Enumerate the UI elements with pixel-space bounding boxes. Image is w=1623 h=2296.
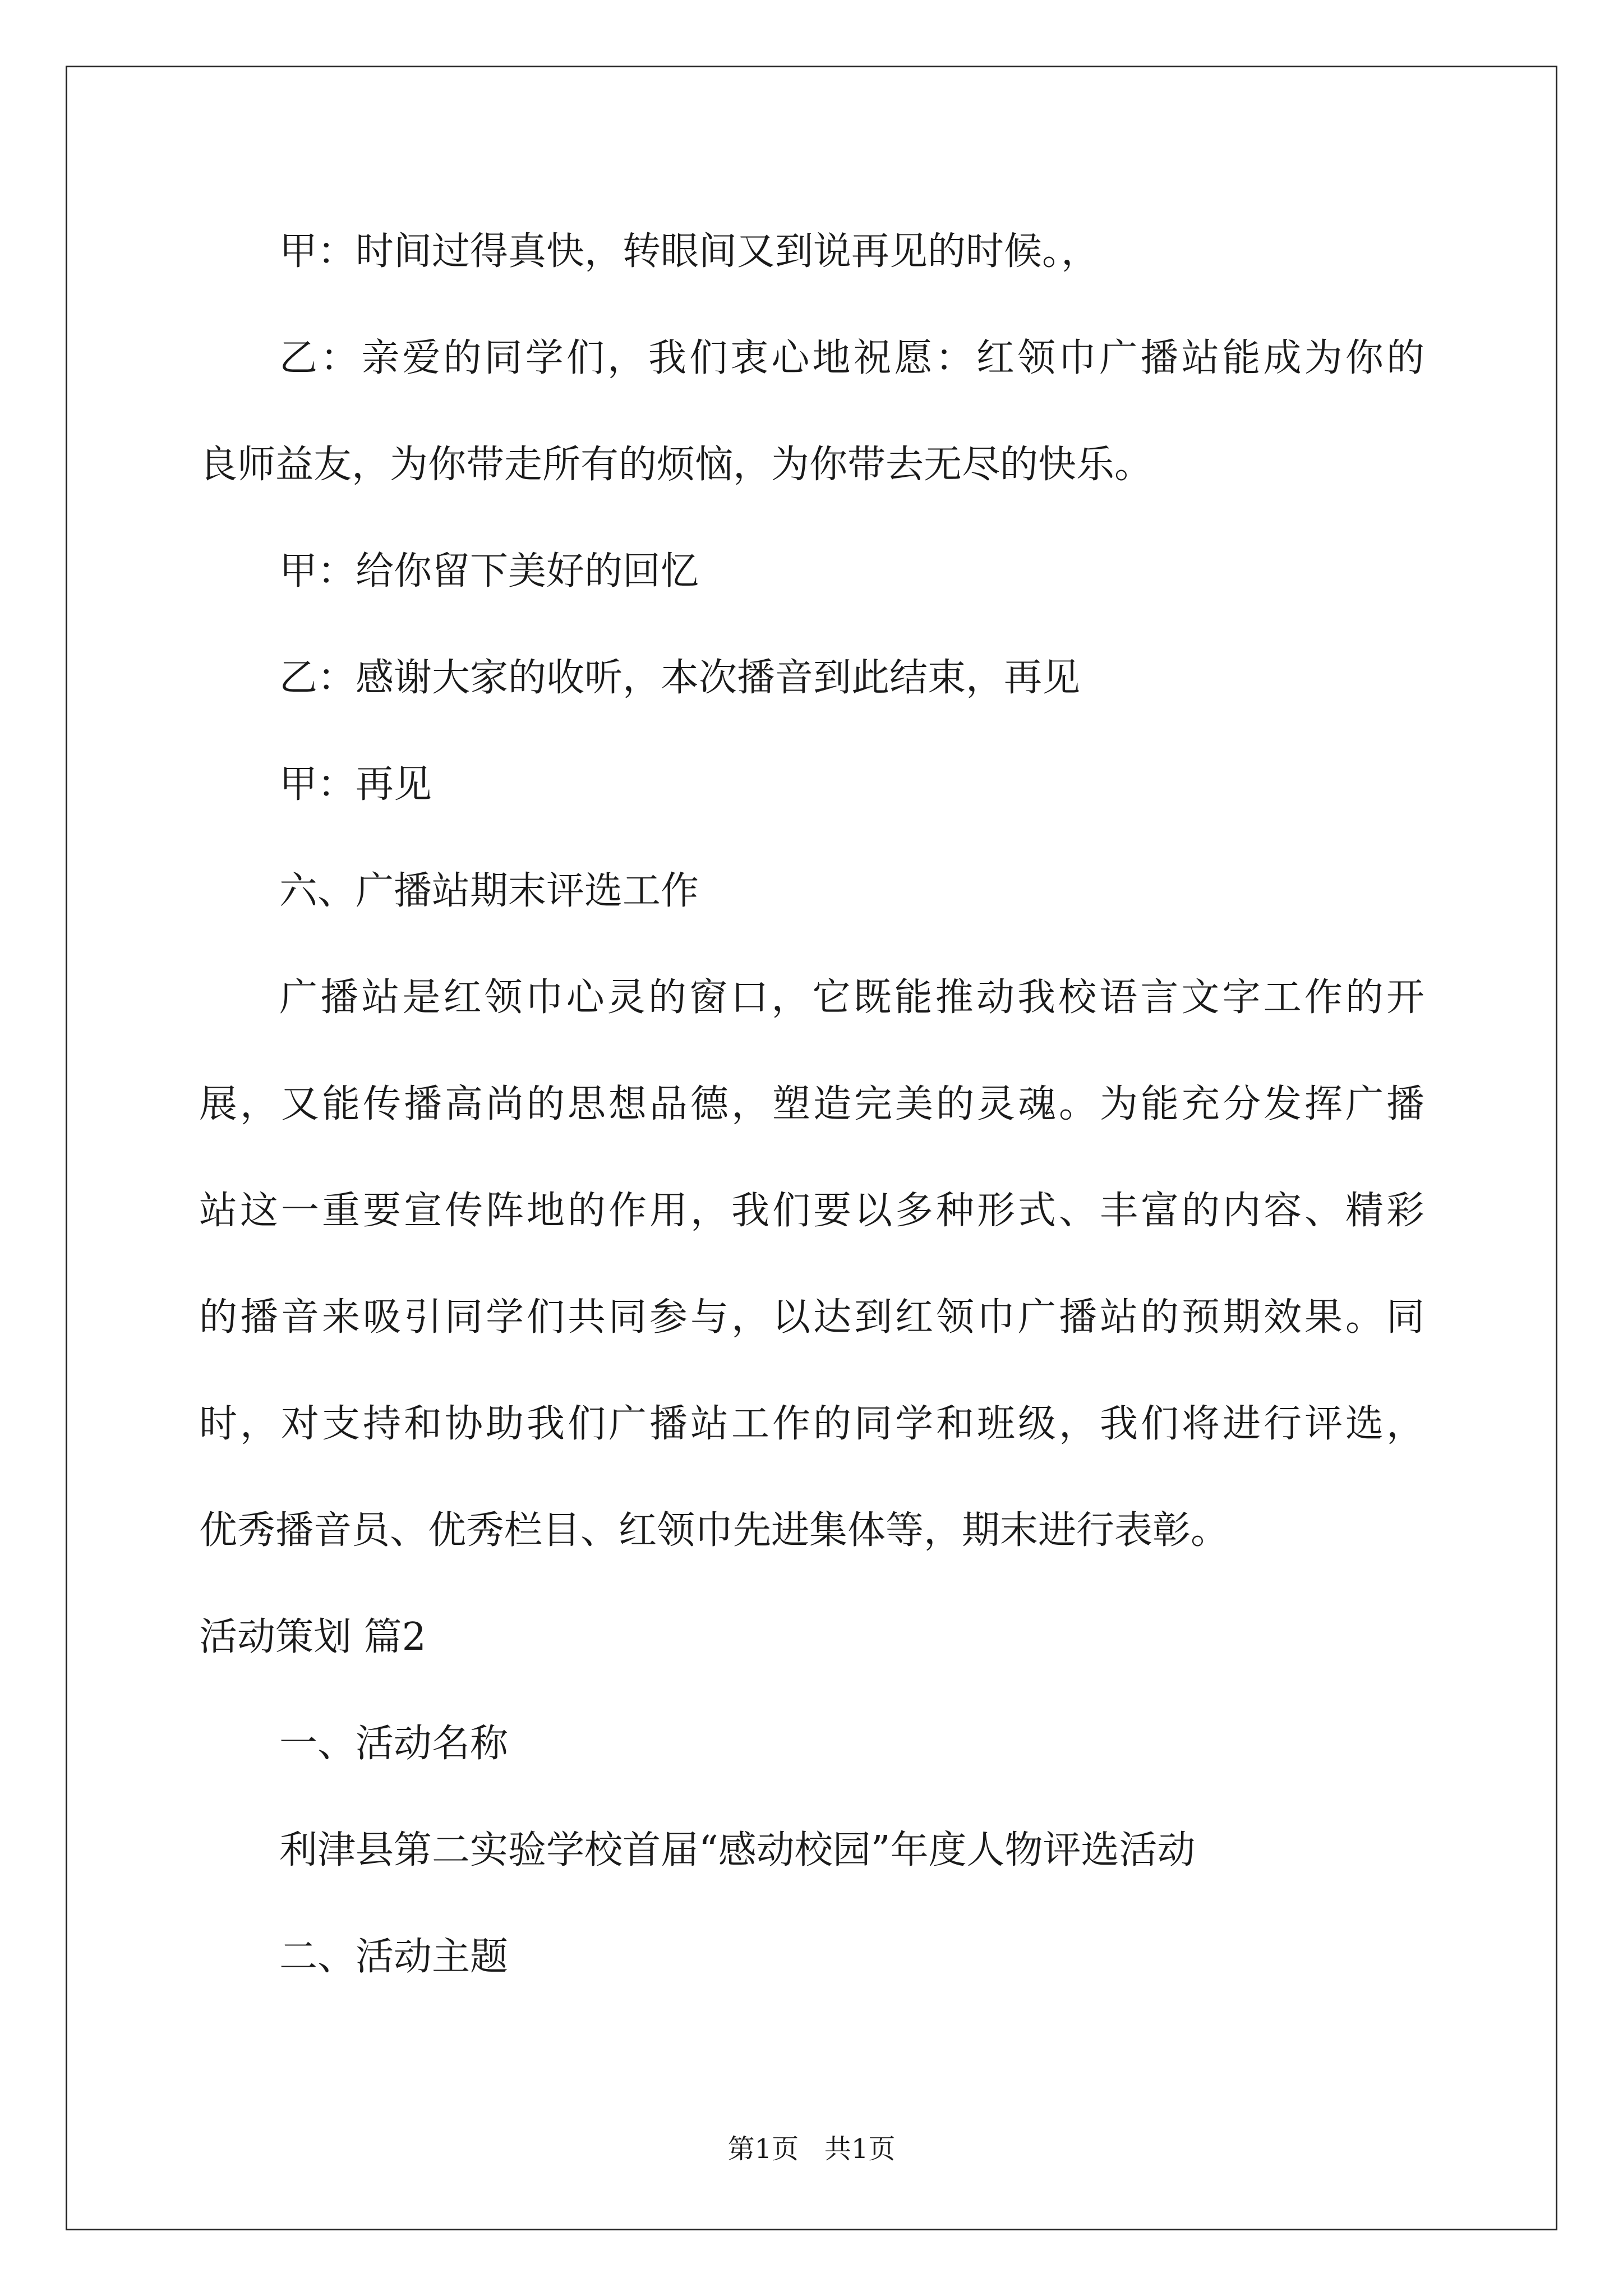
text-line-16: 利津县第二实验学校首届“感动校园”年度人物评选活动 — [279, 1828, 1196, 1872]
text-line-13: 优秀播音员、优秀栏目、红领巾先进集体等，期末进行表彰。 — [199, 1508, 1229, 1553]
text-line-1: 甲：时间过得真快，转眼间又到说再见的时候。， — [279, 229, 1100, 274]
section-heading-6: 六、广播站期末评选工作 — [279, 869, 699, 913]
text-line-8: 广播站是红领巾心灵的窗口，它既能推动我校语言文字工作的开 — [279, 976, 1424, 1020]
text-line-9: 展，又能传播高尚的思想品德，塑造完美的灵魂。为能充分发挥广播 — [199, 1082, 1424, 1126]
article-heading: 活动策划 篇2 — [199, 1615, 426, 1659]
text-line-2: 乙：亲爱的同学们，我们衷心地祝愿：红领巾广播站能成为你的 — [279, 336, 1424, 380]
text-line-3: 良师益友，为你带走所有的烦恼，为你带去无尽的快乐。 — [199, 443, 1153, 487]
section-heading-2: 二、活动主题 — [279, 1935, 509, 1979]
page-footer: 第1页 共1页 — [727, 2133, 896, 2165]
text-line-11: 的播音来吸引同学们共同参与，以达到红领巾广播站的预期效果。同 — [199, 1295, 1424, 1340]
text-line-10: 站这一重要宣传阵地的作用，我们要以多种形式、丰富的内容、精彩 — [199, 1189, 1424, 1233]
text-line-5: 乙：感谢大家的收听，本次播音到此结束，再见 — [279, 656, 1081, 700]
text-line-12: 时，对支持和协助我们广播站工作的同学和班级，我们将进行评选， — [199, 1402, 1424, 1446]
text-line-4: 甲：给你留下美好的回忆 — [279, 549, 699, 593]
page-border — [66, 66, 1557, 2230]
text-line-6: 甲：再见 — [279, 762, 432, 807]
section-heading-1: 一、活动名称 — [279, 1722, 509, 1766]
